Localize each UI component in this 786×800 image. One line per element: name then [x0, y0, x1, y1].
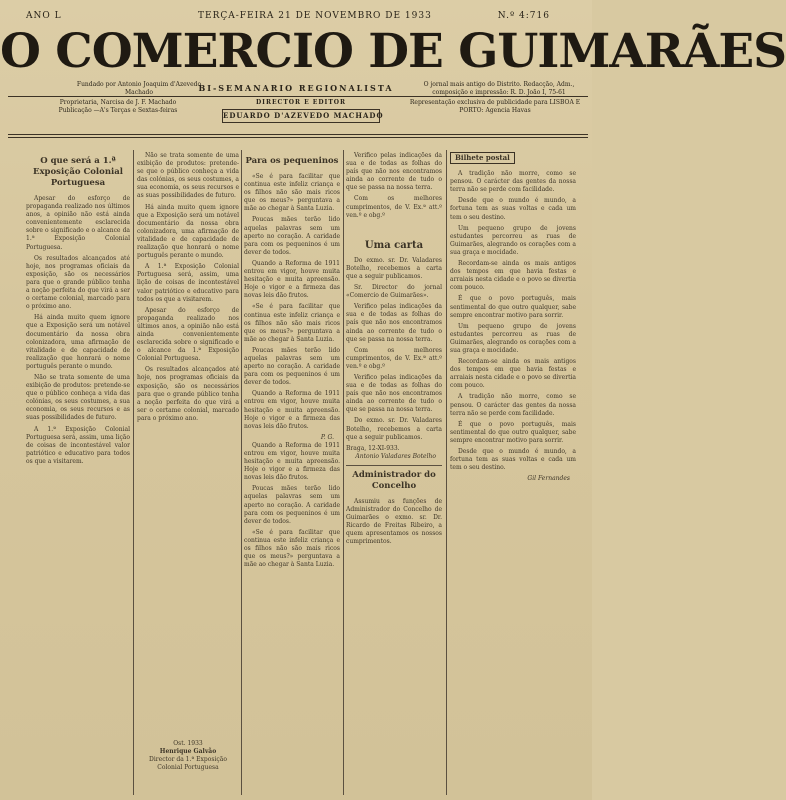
carta-paragraph: Do exmo. sr. Dr. Valadares Botelho, recebemos a carta que a seguir publicamos. [346, 417, 442, 441]
administrador-title: Administrador do Concelho [352, 469, 436, 491]
bilhete-postal-column [450, 152, 576, 792]
pequeninos-paragraph: «Se é para facilitar que continua este infeliz criança e os filhos não são mais ricos que os meus?» perguntava a mãe ao chegar à Santa Luzia. [244, 173, 340, 213]
exhibition-paragraph: Há ainda muito quem ignore que a Exposição será um notável documentário da nossa obra colonizadora, uma afirmação de vitalidade e de capacidade de realização que honrará o nome português perante o mundo. [137, 203, 239, 260]
director-name: EDUARDO D'AZEVEDO MACHADO [222, 109, 380, 123]
exhibition-author: Henrique Galvão [159, 748, 217, 756]
pequeninos-signature: P. G. [320, 433, 334, 441]
bilhete-paragraph: A tradição não morre, como se pensou. O carácter das gentes da nossa terra não se perde com facilidade. [450, 170, 576, 194]
carta-paragraph: Com os melhores cumprimentos, de V. Ex.ª att.º ven.º e obg.º [346, 195, 442, 219]
bilhete-signature: Gil Fernandes [527, 475, 570, 483]
carta-article [346, 152, 442, 792]
exhibition-paragraph: Não se trata somente de uma exibição de produtos: pretende-se que o público conheça a vida das colónias, os seus costumes, a sua economia, os seus recursos e as suas possibilidades de futuro. [26, 373, 130, 422]
carta-paragraph: Verifico pelas indicações da sua e de todas as folhas do país que não nos encontramos ainda ao corrente de tudo o que se passa na nossa terra. [346, 152, 442, 192]
issue-date: TERÇA-FEIRA 21 DE NOVEMBRO DE 1933 [198, 11, 432, 21]
bilhete-paragraph: A tradição não morre, como se pensou. O carácter das gentes da nossa terra não se perde com facilidade. [450, 393, 576, 417]
administrador-paragraph: Assumiu as funções de Administrador do Concelho de Guimarães o exmo. sr. Dr. Ricardo de Freitas Ribeiro, a quem apresentamos os nossos cumprimentos. [346, 497, 442, 546]
header-bottom-rule-2 [8, 137, 588, 138]
carta-paragraph: Verifico pelas indicações da sua e de todas as folhas do país que não nos encontramos ainda ao corrente de tudo o que se passa na nossa terra. [346, 373, 442, 414]
pequeninos-paragraph: Poucas mães terão lido aquelas palavras sem um aperto no coração. A caridade para com os pequeninos é um dever de todos. [244, 346, 340, 387]
carta-author: Antonio Valadares Botelho [355, 452, 436, 460]
column-divider [343, 150, 344, 795]
column-divider [133, 150, 134, 795]
year-label: ANO L [26, 11, 62, 21]
exhibition-paragraph: Os resultados alcançados até hoje, nos programas oficiais da exposição, são os necessários para que o grande público tenha a noção perfeita do que virá a ser o certame colonial, marcado para o próximo ano. [137, 366, 239, 422]
column-divider [241, 150, 242, 795]
director-block [222, 99, 384, 123]
header-rule [8, 96, 588, 97]
bilhete-paragraph: Recordam-se ainda os mais antigos dos tempos em que havia festas e arraiais nesta cidade e o povo se divertia com pouco. [450, 358, 576, 390]
header-bottom-rule [8, 134, 588, 135]
carta-paragraph: Com os melhores cumprimentos, de V. Ex.ª att.º ven.º e obg.º [346, 346, 442, 370]
bilhete-paragraph: Um pequeno grupo de jovens estudantes percorreu as ruas de Guimarães, alegrando os corações com a sua graça e mocidade. [450, 224, 576, 256]
exhibition-paragraph: A 1.ª Exposição Colonial Portuguesa será, assim, uma lição de coisas de incontestável valor patriótico e educativo para todos os que a visitarem. [137, 263, 239, 303]
representation-note: Representação exclusiva de publicidade para LISBOA E PORTO: Agencia Havas [409, 99, 581, 114]
bilhete-paragraph: É que o povo português, mais sentimental do que outro qualquer, sabe sempre encontrar motivo para sorrir. [450, 295, 576, 319]
exhibition-author-role: Director da 1.ª Exposição Colonial Portuguesa [149, 756, 227, 772]
bilhete-paragraph: Recordam-se ainda os mais antigos dos tempos em que havia festas e arraiais nesta cidade e o povo se divertia com pouco. [450, 260, 576, 292]
exhibition-article-continued [137, 152, 239, 792]
dateline [0, 0, 592, 24]
bilhete-paragraph: Desde que o mundo é mundo, a fortuna tem as suas voltas e cada um tem o seu destino. [450, 197, 576, 221]
pequeninos-article [244, 152, 340, 792]
director-label: DIRECTOR E EDITOR [255, 99, 347, 106]
exhibition-paragraph: Apesar do esforço de propaganda realizado nos últimos anos, a opinião não está ainda convenientemente esclarecida sobre o significado e o alcance da 1.ª Exposição Colonial Portuguesa. [137, 306, 239, 363]
semanario-label: BI-SEMANARIO REGIONALISTA [198, 83, 394, 93]
pequeninos-paragraph: Quando a Reforma de 1911 entrou em vigor, houve muita hesitação e muita apreensão. Hoje o vigor e a firmeza das novas leis dão frutos. [244, 259, 340, 300]
proprietor-block [38, 99, 198, 115]
pequeninos-title: Para os pequeninos [245, 156, 339, 166]
carta-title: Uma carta [364, 239, 424, 251]
exhibition-paragraph: Apesar do esforço de propaganda realizado nos últimos anos, a opinião não está ainda convenientemente esclarecida sobre o significado e o alcance da 1.ª Exposição Colonial Portuguesa. [26, 195, 130, 251]
exhibition-title: O que será a 1.ª Exposição Colonial Portuguesa [33, 156, 123, 188]
exhibition-paragraph: A 1.ª Exposição Colonial Portuguesa será, assim, uma lição de coisas de incontestável valor patriótico e educativo para todos os que a visitarem. [26, 425, 130, 465]
exhibition-paragraph: Não se trata somente de uma exibição de produtos: pretende-se que o público conheça a vida das colónias, os seus costumes, a sua economia, os seus recursos e as suas possibilidades de futuro. [137, 152, 239, 200]
exhibition-article [26, 152, 130, 792]
bilhete-paragraph: Desde que o mundo é mundo, a fortuna tem as suas voltas e cada um tem o seu destino. [450, 448, 576, 472]
proprietor: Proprietaria, Narcisa de J. F. Machado [59, 99, 177, 106]
exhibition-paragraph: Há ainda muito quem ignore que a Exposição será um notável documentário da nossa obra colonizadora, uma afirmação de vitalidade e de capacidade de realização que honrará o nome português perante o mundo. [26, 314, 130, 370]
bilhete-paragraph: Um pequeno grupo de jovens estudantes percorreu as ruas de Guimarães, alegrando os corações com a sua graça e mocidade. [450, 322, 576, 354]
pequeninos-paragraph: «Se é para facilitar que continua este infeliz criança e os filhos não são mais ricos que os meus?» perguntava a mãe ao chegar à Santa Luzia. [244, 528, 340, 569]
carta-paragraph: Verifico pelas indicações da sua e de todas as folhas do país que não nos encontramos ainda ao corrente de tudo o que se passa na nossa terra. [346, 303, 442, 343]
pequeninos-paragraph: Quando a Reforma de 1911 entrou em vigor, houve muita hesitação e muita apreensão. Hoje o vigor e a firmeza das novas leis dão frutos. [244, 390, 340, 430]
bilhete-postal-label: Bilhete postal [450, 152, 515, 164]
oldest-note: O jornal mais antigo do Distrito. Redacção, Adm., composição e impressão: R. D. João I, 75-61 [423, 81, 575, 96]
exhibition-date: Ost. 1933 [173, 740, 203, 747]
pequeninos-paragraph: Poucas mães terão lido aquelas palavras sem um aperto no coração. A caridade para com os pequeninos é um dever de todos. [244, 216, 340, 256]
publication-days: Publicação —A's Terças e Sextas-feiras [58, 107, 178, 114]
bilhete-paragraph: É que o povo português, mais sentimental do que outro qualquer, sabe sempre encontrar motivo para sorrir. [450, 420, 576, 444]
carta-paragraph: Do exmo. sr. Dr. Valadares Botelho, recebemos a carta que a seguir publicamos. [346, 256, 442, 280]
founder-note: Fundado por Antonio Joaquim d'Azevedo Machado [76, 81, 202, 96]
section-divider [346, 465, 442, 466]
issue-number: N.º 4:716 [497, 11, 550, 21]
carta-paragraph: Sr. Director do jornal «Comercio de Guimarães». [346, 284, 442, 300]
pequeninos-paragraph: Quando a Reforma de 1911 entrou em vigor, houve muita hesitação e muita apreensão. Hoje o vigor e a firmeza das novas leis dão frutos. [244, 441, 340, 482]
column-divider [446, 150, 447, 795]
pequeninos-paragraph: Poucas mães terão lido aquelas palavras sem um aperto no coração. A caridade para com os pequeninos é um dever de todos. [244, 485, 340, 525]
exhibition-paragraph: Os resultados alcançados até hoje, nos programas oficiais da exposição, são os necessários para que o grande público tenha a noção perfeita do que virá a ser o certame colonial, marcado para o próximo ano. [26, 254, 130, 311]
newspaper-title: O COMERCIO DE GUIMARÃES [0, 24, 786, 79]
pequeninos-paragraph: «Se é para facilitar que continua este infeliz criança e os filhos não são mais ricos que os meus?» perguntava a mãe ao chegar à Santa Luzia. [244, 303, 340, 343]
carta-place: Braga, 12-XI-933. [346, 444, 400, 452]
